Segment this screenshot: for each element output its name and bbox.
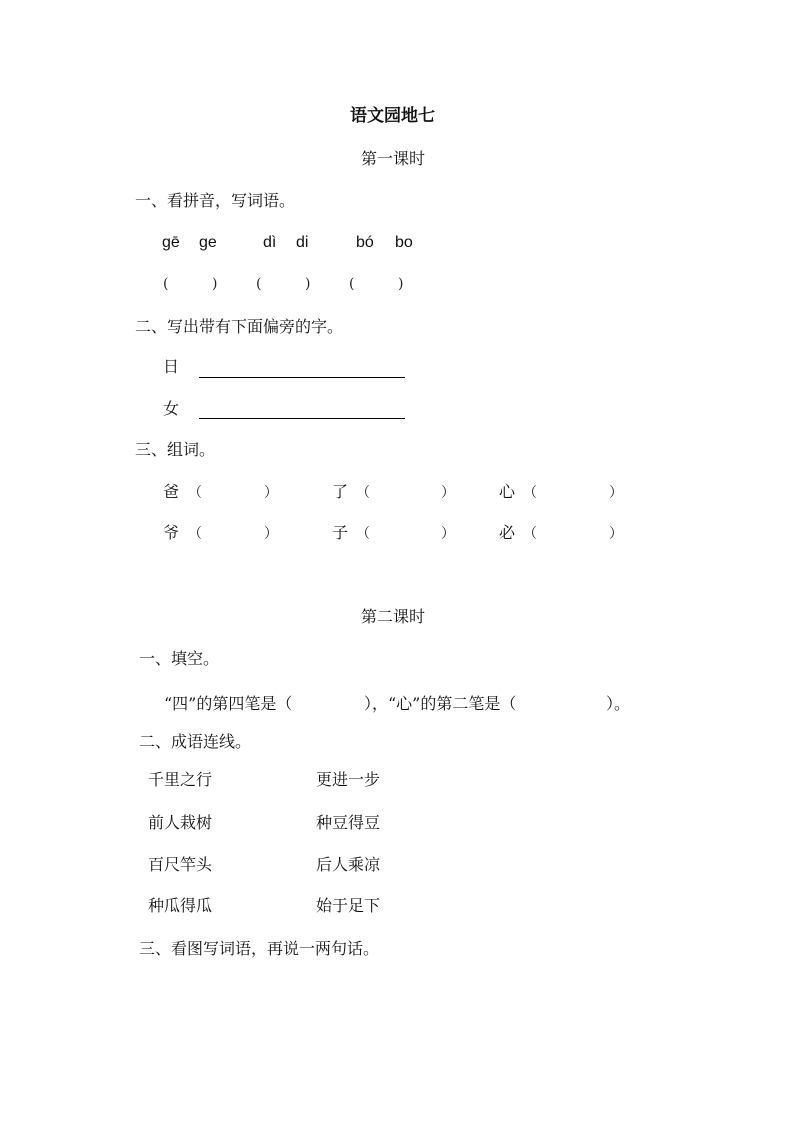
lesson-2-heading: 第二课时 — [361, 607, 426, 626]
char-le: 了 — [332, 482, 349, 501]
lesson-1-question-2-label: 二、写出带有下面偏旁的字。 — [135, 317, 344, 336]
pinyin-ge2: ge — [199, 234, 217, 251]
paren-close: ） — [441, 526, 455, 542]
pinyin-bo1: bó — [356, 234, 374, 251]
lesson-1-heading: 第一课时 — [361, 149, 426, 168]
lesson-2-question-2-label: 二、成语连线。 — [139, 732, 252, 751]
pinyin-ge1: gē — [162, 234, 180, 251]
blank-2-open: ( — [256, 276, 262, 292]
fill-blank-part-1: “四”的第四笔是（ — [164, 694, 293, 713]
lesson-2-question-3-label: 三、看图写词语，再说一两句话。 — [139, 939, 380, 958]
paren-open: （ — [188, 526, 202, 542]
pinyin-di2: di — [296, 234, 309, 251]
char-ye: 爷 — [163, 523, 180, 542]
lesson-2-question-1-label: 一、填空。 — [139, 649, 220, 668]
paren-open: （ — [356, 526, 370, 542]
blank-3-open: ( — [349, 276, 355, 292]
radical-woman-answer-line[interactable] — [199, 418, 405, 419]
radical-sun-answer-line[interactable] — [199, 377, 405, 378]
char-ba: 爸 — [163, 482, 180, 501]
paren-close: ） — [609, 485, 623, 501]
char-xin: 心 — [499, 482, 516, 501]
paren-open: （ — [356, 485, 370, 501]
lesson-1-question-1-label: 一、看拼音，写词语。 — [135, 191, 296, 210]
paren-close: ） — [609, 526, 623, 542]
fill-blank-part-3: ）。 — [606, 694, 631, 713]
idiom-left-4[interactable]: 种瓜得瓜 — [148, 896, 213, 915]
idiom-left-3[interactable]: 百尺竿头 — [148, 855, 213, 874]
idiom-right-1[interactable]: 更进一步 — [316, 770, 381, 789]
char-bi: 必 — [499, 523, 516, 542]
idiom-right-3[interactable]: 后人乘凉 — [316, 855, 381, 874]
paren-close: ） — [264, 526, 278, 542]
blank-3-close: ) — [398, 276, 404, 292]
idiom-left-1[interactable]: 千里之行 — [148, 770, 213, 789]
idiom-left-2[interactable]: 前人栽树 — [148, 813, 213, 832]
idiom-right-4[interactable]: 始于足下 — [316, 896, 381, 915]
lesson-1-question-3-label: 三、组词。 — [135, 440, 216, 459]
pinyin-di1: dì — [263, 234, 277, 251]
blank-1-open: ( — [163, 276, 169, 292]
pinyin-bo2: bo — [395, 234, 413, 251]
paren-open: （ — [188, 485, 202, 501]
char-zi: 子 — [332, 523, 349, 542]
blank-1-close: ) — [212, 276, 218, 292]
radical-sun: 日 — [163, 357, 180, 376]
idiom-right-2[interactable]: 种豆得豆 — [316, 813, 381, 832]
paren-open: （ — [523, 526, 537, 542]
paren-close: ） — [264, 485, 278, 501]
paren-open: （ — [523, 485, 537, 501]
radical-woman: 女 — [163, 399, 180, 418]
blank-2-close: ) — [305, 276, 311, 292]
fill-blank-part-2: ），“心”的第二笔是（ — [364, 694, 517, 713]
page-title: 语文园地七 — [350, 106, 435, 126]
paren-close: ） — [441, 485, 455, 501]
